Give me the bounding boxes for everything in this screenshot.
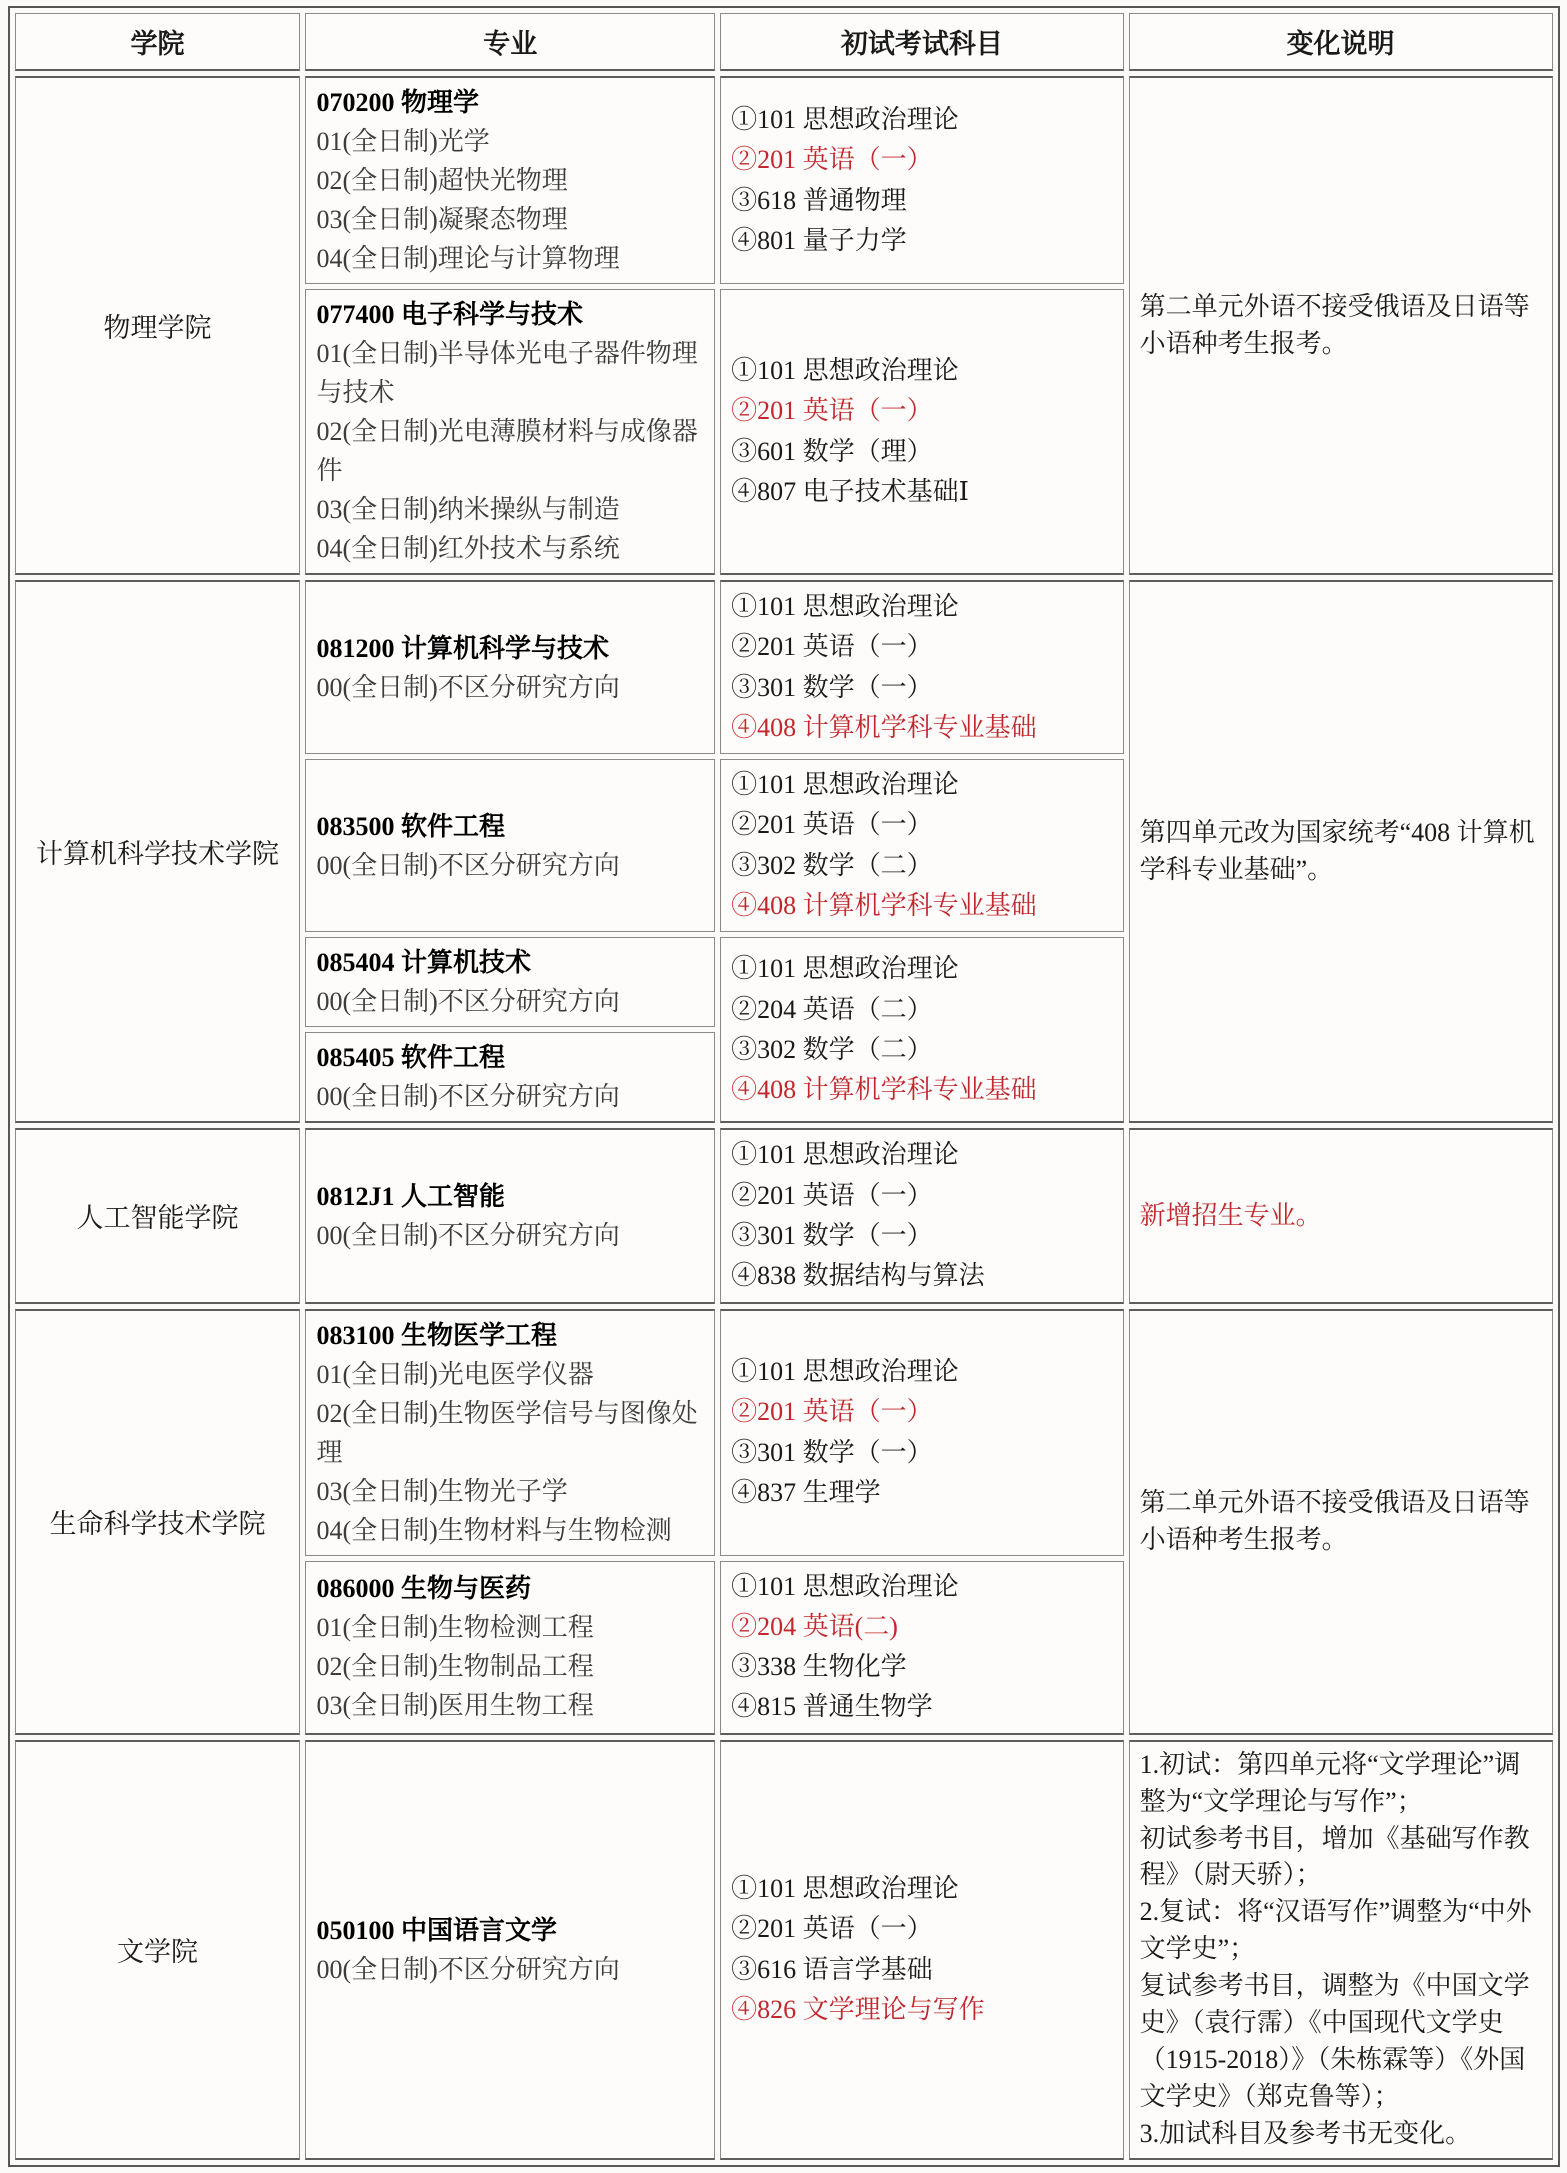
- major-cell: [305, 937, 715, 1027]
- subject-line: ①101 思想政治理论: [731, 1140, 959, 1170]
- subject-line: ①101 思想政治理论: [731, 355, 959, 385]
- major-cell: [305, 1309, 715, 1556]
- major-direction: 02(全日制)生物制品工程: [316, 1652, 594, 1682]
- subject-line: ②201 英语（一）: [731, 810, 933, 840]
- subjects-cell: [720, 580, 1124, 754]
- major-direction: 04(全日制)理论与计算物理: [316, 244, 620, 273]
- major-cell: [305, 1740, 715, 2160]
- major-direction: 01(全日制)光学: [316, 127, 490, 156]
- major-direction: 03(全日制)医用生物工程: [316, 1691, 594, 1721]
- subject-line: ①101 思想政治理论: [731, 770, 959, 800]
- subject-line: ③338 生物化学: [731, 1652, 907, 1682]
- subject-line: ②204 英语(二): [731, 1611, 898, 1641]
- major-code: 085405 软件工程: [316, 1043, 505, 1073]
- table-row: [15, 1309, 1553, 1556]
- change-note-cell: 第四单元改为国家统考“408 计算机学科专业基础”。: [1129, 580, 1553, 1123]
- subject-line: ①101 思想政治理论: [731, 1571, 959, 1601]
- change-note-cell: 第二单元外语不接受俄语及日语等小语种考生报考。: [1129, 1309, 1553, 1735]
- major-direction: 04(全日制)生物材料与生物检测: [316, 1515, 672, 1545]
- subject-line: ④801 量子力学: [731, 225, 907, 255]
- subject-line: ③302 数学（二）: [731, 1034, 933, 1064]
- college-cell: 物理学院: [15, 76, 301, 575]
- major-direction: 00(全日制)不区分研究方向: [316, 1082, 620, 1112]
- subject-line: ③301 数学（一）: [731, 1220, 933, 1250]
- table-body: [15, 76, 1553, 2160]
- major-code: 0812J1 人工智能: [316, 1181, 505, 1211]
- subjects-cell: [720, 759, 1124, 932]
- major-code: 085404 计算机技术: [316, 948, 531, 978]
- college-cell: 人工智能学院: [15, 1128, 301, 1303]
- subject-line: ③618 普通物理: [731, 185, 907, 215]
- subjects-cell: [720, 1740, 1124, 2160]
- table-header-row: [15, 13, 1553, 71]
- major-direction: 02(全日制)生物医学信号与图像处理: [316, 1398, 698, 1467]
- major-direction: 03(全日制)生物光子学: [316, 1476, 568, 1506]
- subject-line: ②201 英语（一）: [731, 1914, 933, 1944]
- subject-line: ②201 英语（一）: [731, 632, 933, 662]
- subject-line: ③302 数学（二）: [731, 850, 933, 880]
- major-code: 050100 中国语言文学: [316, 1915, 557, 1945]
- subject-line: ③301 数学（一）: [731, 1437, 933, 1467]
- major-direction: 00(全日制)不区分研究方向: [316, 1220, 620, 1250]
- change-note-cell: 1.初试：第四单元将“文学理论”调整为“文学理论与写作”； 初试参考书目，增加《基础写作教程》（尉天骄）； 2.复试：将“汉语写作”调整为“中外文学史”； 复试参考书目，调整为《中国文学史》（袁行霈）《中国现代文学史（1915-2018）》（朱栋霖等）《外国文学史》（郑克鲁等）； 3.加试科目及参考书无变化。: [1129, 1740, 1553, 2160]
- subject-line: ④807 电子技术基础Ⅰ: [731, 476, 969, 506]
- subjects-cell: [720, 937, 1124, 1123]
- college-cell: 计算机科学技术学院: [15, 580, 301, 1123]
- change-note-cell: 新增招生专业。: [1129, 1128, 1553, 1303]
- major-code: 081200 计算机科学与技术: [316, 633, 609, 663]
- table-row: [15, 580, 1553, 754]
- header-college: 学院: [15, 13, 301, 71]
- header-major: 专业: [305, 13, 715, 71]
- subjects-cell: [720, 1128, 1124, 1303]
- subject-line: ③601 数学（理）: [731, 436, 933, 466]
- major-direction: 01(全日制)光电医学仪器: [316, 1359, 594, 1389]
- major-cell: [305, 759, 715, 932]
- major-cell: [305, 76, 715, 284]
- subjects-cell: [720, 76, 1124, 284]
- table-row: [15, 1740, 1553, 2160]
- subject-line: ①101 思想政治理论: [731, 104, 959, 134]
- major-cell: [305, 580, 715, 754]
- major-code: 083500 软件工程: [316, 811, 505, 841]
- table-row: [15, 76, 1553, 284]
- table-row: [15, 1128, 1553, 1303]
- change-note-cell: 第二单元外语不接受俄语及日语等小语种考生报考。: [1129, 76, 1553, 575]
- major-direction: 04(全日制)红外技术与系统: [316, 534, 620, 563]
- major-direction: 00(全日制)不区分研究方向: [316, 987, 620, 1017]
- header-subjects: 初试考试科目: [720, 13, 1124, 71]
- subject-line: ①101 思想政治理论: [731, 592, 959, 621]
- major-code: 083100 生物医学工程: [316, 1320, 557, 1350]
- major-code: 077400 电子科学与技术: [316, 300, 583, 329]
- subject-line: ④838 数据结构与算法: [731, 1261, 985, 1291]
- college-cell: 生命科学技术学院: [15, 1309, 301, 1735]
- subjects-cell: [720, 289, 1124, 575]
- subject-line: ③616 语言学基础: [731, 1954, 933, 1984]
- subject-line: ②204 英语（二）: [731, 994, 933, 1024]
- subject-line: ④826 文学理论与写作: [731, 1995, 985, 2025]
- subject-line: ④408 计算机学科专业基础: [731, 1075, 1037, 1105]
- subjects-cell: [720, 1309, 1124, 1556]
- major-cell: [305, 1128, 715, 1303]
- major-cell: [305, 1561, 715, 1735]
- major-direction: 03(全日制)凝聚态物理: [316, 205, 568, 234]
- major-direction: 01(全日制)生物检测工程: [316, 1613, 594, 1643]
- major-direction: 02(全日制)光电薄膜材料与成像器件: [316, 417, 698, 485]
- college-cell: 文学院: [15, 1740, 301, 2160]
- exam-change-table: [8, 6, 1560, 2167]
- major-direction: 00(全日制)不区分研究方向: [316, 1954, 620, 1984]
- subject-line: ②201 英语（一）: [731, 1180, 933, 1210]
- subject-line: ③301 数学（一）: [731, 672, 933, 702]
- major-code: 086000 生物与医药: [316, 1574, 531, 1604]
- subject-line: ④837 生理学: [731, 1477, 881, 1507]
- major-direction: 01(全日制)半导体光电子器件物理与技术: [316, 339, 698, 407]
- subject-line: ②201 英语（一）: [731, 1397, 933, 1427]
- major-direction: 00(全日制)不区分研究方向: [316, 850, 620, 880]
- header-changes: 变化说明: [1129, 13, 1553, 71]
- subjects-cell: [720, 1561, 1124, 1735]
- major-direction: 02(全日制)超快光物理: [316, 166, 568, 195]
- major-cell: [305, 1032, 715, 1123]
- major-cell: [305, 289, 715, 575]
- page: [0, 6, 1567, 2167]
- subject-line: ④815 普通生物学: [731, 1692, 933, 1722]
- subject-line: ④408 计算机学科专业基础: [731, 712, 1037, 742]
- subject-line: ④408 计算机学科专业基础: [731, 891, 1037, 921]
- subject-line: ①101 思想政治理论: [731, 1356, 959, 1386]
- subject-line: ②201 英语（一）: [731, 145, 933, 175]
- major-direction: 03(全日制)纳米操纵与制造: [316, 495, 620, 524]
- major-code: 070200 物理学: [316, 88, 479, 117]
- major-direction: 00(全日制)不区分研究方向: [316, 672, 620, 702]
- subject-line: ①101 思想政治理论: [731, 1874, 959, 1904]
- subject-line: ①101 思想政治理论: [731, 954, 959, 984]
- subject-line: ②201 英语（一）: [731, 396, 933, 426]
